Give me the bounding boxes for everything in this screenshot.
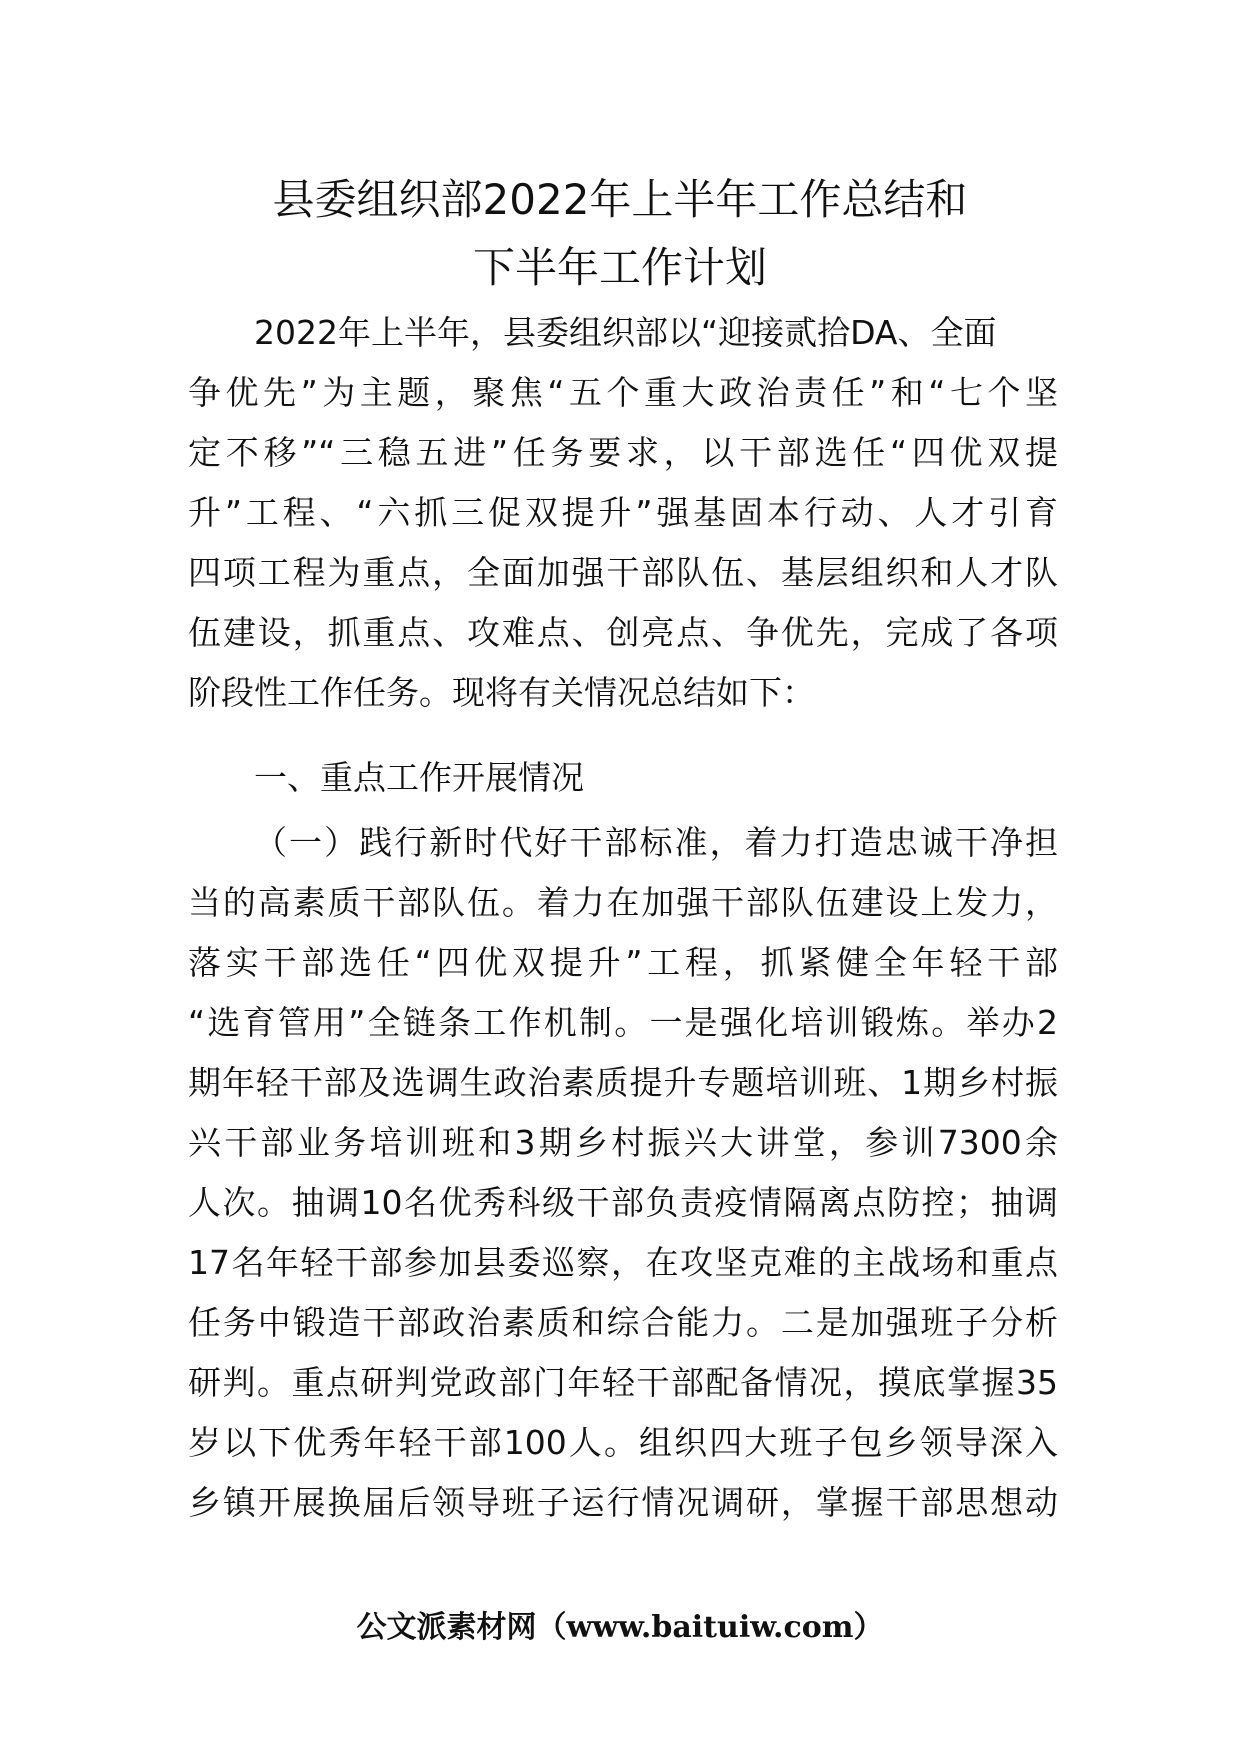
- paragraph-line: 乡镇开展换届后领导班子运行情况调研，掌握干部思想动: [188, 1483, 1058, 1522]
- paragraph-line: 兴干部业务培训班和3期乡村振兴大讲堂，参训7300余: [188, 1123, 1058, 1162]
- paragraph-line: 定不移”“三稳五进”任务要求，以干部选任“四优双提: [188, 433, 1058, 472]
- document-title-line-1: 县委组织部2022年上半年工作总结和: [272, 175, 968, 224]
- paragraph-line: 2022年上半年，县委组织部以“迎接贰拾DA、全面: [254, 313, 997, 352]
- watermark-footer: 公文派素材网（www.baituiw.com）: [356, 1610, 884, 1645]
- paragraph-line: 落实干部选任“四优双提升”工程，抓紧健全年轻干部: [188, 943, 1058, 982]
- paragraph-line: 争优先”为主题，聚焦“五个重大政治责任”和“七个坚: [188, 373, 1058, 412]
- paragraph-line: 人次。抽调10名优秀科级干部负责疫情隔离点防控；抽调: [188, 1183, 1058, 1222]
- paragraph-line: “选育管用”全链条工作机制。一是强化培训锻炼。举办2: [188, 1003, 1058, 1042]
- paragraph-line: 四项工程为重点，全面加强干部队伍、基层组织和人才队: [188, 553, 1058, 592]
- paragraph-line: 当的高素质干部队伍。着力在加强干部队伍建设上发力，: [188, 883, 1058, 922]
- paragraph-line: 岁以下优秀年轻干部100人。组织四大班子包乡领导深入: [188, 1423, 1058, 1462]
- paragraph-line: 任务中锻造干部政治素质和综合能力。二是加强班子分析: [188, 1303, 1058, 1342]
- paragraph-line: 研判。重点研判党政部门年轻干部配备情况，摸底掌握35: [188, 1363, 1058, 1402]
- paragraph-line: 期年轻干部及选调生政治素质提升专题培训班、1期乡村振: [188, 1063, 1058, 1102]
- paragraph-line: （一）践行新时代好干部标准，着力打造忠诚干净担: [254, 823, 1058, 862]
- document-title-line-2: 下半年工作计划: [472, 243, 767, 292]
- paragraph-line: 升”工程、“六抓三促双提升”强基固本行动、人才引育: [188, 493, 1058, 532]
- paragraph-line: 17名年轻干部参加县委巡察，在攻坚克难的主战场和重点: [188, 1243, 1058, 1282]
- section-heading: 一、重点工作开展情况: [254, 758, 584, 797]
- paragraph-line: 阶段性工作任务。现将有关情况总结如下：: [188, 673, 815, 712]
- paragraph-line: 伍建设，抓重点、攻难点、创亮点、争优先，完成了各项: [188, 613, 1058, 652]
